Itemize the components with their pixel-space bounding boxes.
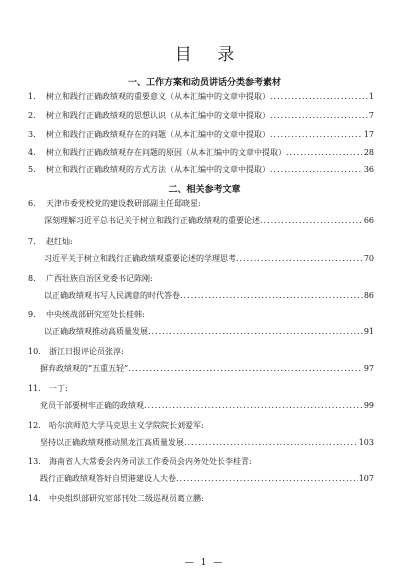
entry-title: 树立和践行正确政绩观的方式方法（从本汇编中的文章中提取）	[46, 165, 270, 174]
leader-dots	[286, 147, 363, 158]
author-line: 天津市委党校党的建设教研部副主任邸晓星:	[46, 199, 201, 208]
article-author-13	[28, 456, 374, 467]
leader-dots	[184, 437, 358, 448]
article-entry-12[interactable]	[40, 437, 374, 448]
article-title: 深刻理解习近平总书记关于树立和践行正确政绩观的重要论述	[44, 216, 260, 225]
article-entry-9[interactable]	[44, 326, 374, 337]
author-line: 哈尔滨师范大学马克思主义学院院长刘爱军:	[49, 421, 204, 430]
leader-dots	[148, 326, 363, 337]
toc-entry-1[interactable]	[28, 91, 374, 102]
leader-dots	[270, 110, 368, 121]
leader-dots	[176, 473, 358, 484]
article-entry-10[interactable]	[40, 363, 374, 374]
section-heading-2: 二、相关参考文章	[168, 185, 241, 195]
article-author-10	[28, 346, 374, 357]
article-author-9	[28, 309, 374, 320]
article-title: 党员干部要树牢正确的政绩观	[40, 401, 144, 410]
article-title: 习近平关于树立和践行正确政绩观重要论述的学理思考	[44, 254, 236, 263]
toc-entry-5[interactable]	[28, 164, 374, 175]
entry-page: 91	[363, 327, 374, 336]
entry-number: 10.	[28, 347, 41, 356]
author-line: 海南省人大常委会内务司法工作委员会内务处处长李桂青:	[49, 457, 252, 466]
leader-dots	[270, 164, 363, 175]
entry-page: 99	[363, 401, 374, 410]
article-entry-7[interactable]	[44, 253, 374, 264]
article-entry-6[interactable]	[44, 215, 374, 226]
entry-title: 树立和践行正确政绩观的思想认识（从本汇编中的文章中提取）	[46, 111, 270, 120]
entry-page: 86	[363, 291, 374, 300]
entry-page: 103	[358, 438, 374, 447]
article-title: 坚持以正确政绩观推动黑龙江高质量发展	[40, 438, 184, 447]
article-entry-13[interactable]	[40, 473, 374, 484]
author-line: 赵红灿:	[46, 237, 73, 246]
article-title: 以正确政绩观推动高质量发展	[44, 327, 148, 336]
entry-number: 12.	[28, 421, 41, 430]
entry-page: 36	[363, 165, 374, 174]
article-author-8	[28, 273, 374, 284]
entry-number: 14.	[28, 494, 41, 503]
toc-entry-2[interactable]	[28, 110, 374, 121]
entry-title: 树立和践行正确政绩观存在的问题（从本汇编中的文章中提取）	[46, 130, 270, 139]
article-author-11	[28, 383, 374, 394]
entry-page: 107	[358, 474, 374, 483]
entry-number: 5.	[28, 165, 36, 174]
entry-number: 3.	[28, 130, 36, 139]
page-number-footer: — 1 —	[184, 558, 225, 568]
entry-number: 9.	[28, 310, 36, 319]
page-title: 目 录	[174, 45, 245, 65]
entry-page: 66	[363, 216, 374, 225]
entry-number: 2.	[28, 111, 36, 120]
entry-number: 7.	[28, 237, 36, 246]
entry-number: 1.	[28, 92, 36, 101]
entry-title: 树立和践行正确政绩观的重要意义（从本汇编中的文章中提取）	[46, 92, 270, 101]
entry-page: 1	[368, 92, 374, 101]
article-author-6	[28, 198, 374, 209]
author-line: 一丁:	[49, 384, 68, 393]
article-author-14	[28, 493, 374, 504]
author-line: 广西壮族自治区党委书记陈刚:	[46, 274, 153, 283]
leader-dots	[128, 363, 363, 374]
leader-dots	[236, 253, 363, 264]
article-author-12	[28, 420, 374, 431]
entry-page: 7	[368, 111, 374, 120]
article-entry-11[interactable]	[40, 400, 374, 411]
toc-entry-3[interactable]	[28, 129, 374, 140]
entry-number: 8.	[28, 274, 36, 283]
leader-dots	[144, 400, 363, 411]
leader-dots	[180, 290, 363, 301]
article-author-7	[28, 236, 374, 247]
entry-number: 6.	[28, 199, 36, 208]
leader-dots	[270, 91, 368, 102]
entry-number: 11.	[28, 384, 41, 393]
leader-dots	[270, 129, 363, 140]
section-heading-1: 一、工作方案和动员讲话分类参考素材	[127, 78, 281, 88]
entry-page: 97	[363, 364, 374, 373]
article-title: 以正确政绩观书写人民满意的时代答卷	[44, 291, 180, 300]
author-line: 中央组织部研究室部刊处二级巡视员葛立鹏:	[49, 494, 204, 503]
article-title: 摒弃政绩观的“五重五轻”	[40, 364, 129, 373]
leader-dots	[260, 215, 363, 226]
entry-number: 13.	[28, 457, 41, 466]
entry-page: 28	[363, 148, 374, 157]
entry-page: 70	[363, 254, 374, 263]
author-line: 中央统战部研究室处长桂韩:	[46, 310, 145, 319]
entry-number: 4.	[28, 148, 36, 157]
toc-entry-4[interactable]	[28, 147, 374, 158]
entry-title: 树立和践行正确政绩观存在问题的原因（从本汇编中的文章中提取）	[46, 148, 286, 157]
author-line: 浙江日报评论员张淳:	[49, 347, 124, 356]
article-entry-8[interactable]	[44, 290, 374, 301]
article-title: 践行正确政绩观答好自贸港建设人大卷	[40, 474, 176, 483]
entry-page: 17	[363, 130, 374, 139]
